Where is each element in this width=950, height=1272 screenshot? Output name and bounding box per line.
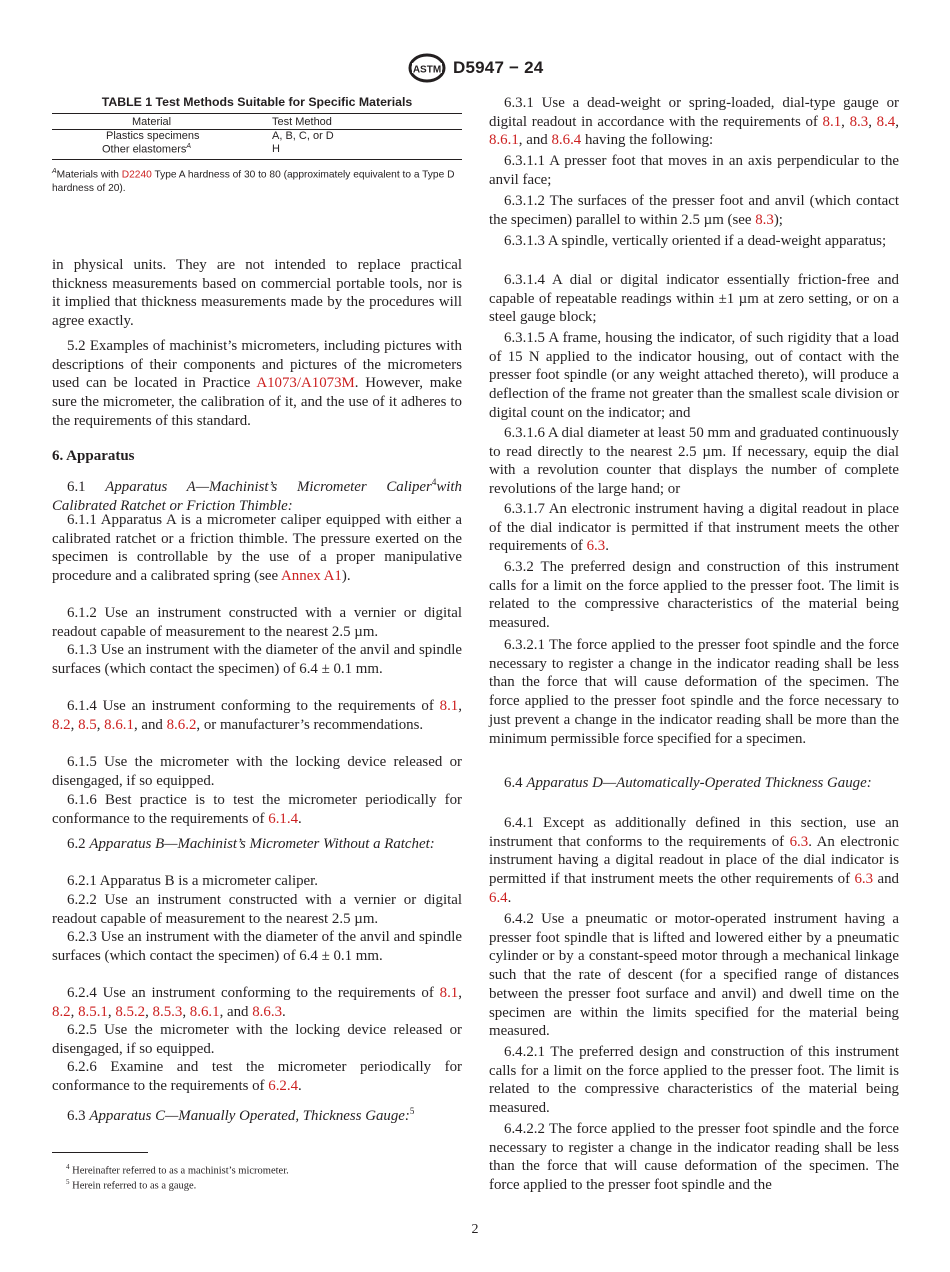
- page-header: [0, 52, 950, 86]
- paragraph-6-1-4: 6.1.4 Use an instrument conforming to the requirements of 8.1, 8.2, 8.5, 8.6.1, and 8.6.2, or manufacturer’s recommendations.: [52, 698, 462, 733]
- section-link[interactable]: 6.1.4: [268, 810, 299, 827]
- paragraph-6-4-2: 6.4.2 Use a pneumatic or motor-operated instrument having a presser foot spindle that is lifted and lowered either by a pneumatic cylinder or by a constant-speed motor through a mechanical linkage such that the rate of descent (for a specified range of distances between the presser foot surface and anvil) and dwell time on the specimen are within the limits specified for the material being measured.: [489, 911, 899, 1040]
- paragraph-6-3-1-6: 6.3.1.6 A dial diameter at least 50 mm and graduated continuously to read directly to the nearest 2.5 µm. If necessary, equip the dial with a revolution counter that displays the number of complete revolutions of the large hand; or: [489, 425, 899, 498]
- table-bottom-rule: [52, 159, 462, 160]
- table-cell-method: H: [272, 143, 280, 155]
- footnote-5: $^5$ Herein referred to as a gauge.: [66, 1178, 197, 1192]
- section-link[interactable]: 8.1: [439, 985, 459, 1001]
- paragraph-6-4: 6.4 Apparatus D—Automatically-Operated Thickness Gauge:: [504, 775, 872, 791]
- table-footnote: $^A$Materials with D2240 Type A hardness of 30 to 80 (approximately equivalent to a Type D hardness of 20).: [52, 168, 455, 194]
- section-link[interactable]: 6.4: [489, 889, 508, 906]
- section-link[interactable]: 8.2: [52, 716, 71, 733]
- section-link[interactable]: 8.3: [755, 211, 774, 228]
- table-cell-material: Plastics specimens: [106, 130, 200, 142]
- paragraph-6-3-1-1: 6.3.1.1 A presser foot that moves in an axis perpendicular to the anvil face;: [489, 153, 899, 188]
- section-link[interactable]: 8.4: [876, 113, 896, 130]
- paragraph-6-3-2-1: 6.3.2.1 The force applied to the presser foot spindle and the force necessary to register a change in the indicator reading shall be less than the force that will cause deformation of the specimen. The force applied to the presser foot spindle and the force necessary to just prevent a change in the indicator reading shall be more than the minimum permissible force specified for a specimen.: [489, 637, 899, 747]
- section-link[interactable]: 6.3: [789, 833, 809, 850]
- footnote-rule: [52, 1152, 148, 1153]
- section-link[interactable]: 8.1: [822, 113, 842, 130]
- paragraph-6-3-1-7: 6.3.1.7 An electronic instrument having a digital readout in place of the dial indicator is permitted if that instrument meets the other requirements of 6.3.: [489, 501, 899, 555]
- paragraph-6-2-6: 6.2.6 Examine and test the micrometer periodically for conformance to the requirements of 6.2.4.: [52, 1059, 462, 1094]
- footnote-4: $^4$ Hereinafter referred to as a machinist’s micrometer.: [66, 1163, 289, 1177]
- section-link[interactable]: 6.3: [586, 538, 606, 555]
- paragraph-6-3-1-4: 6.3.1.4 A dial or digital indicator essentially friction-free and capable of repeatable readings within ±1 µm at zero setting, or on a steel gauge block;: [489, 272, 899, 326]
- annex-link[interactable]: Annex A1: [281, 568, 342, 585]
- table-header-material: Material: [132, 116, 172, 128]
- section-link[interactable]: 8.2: [52, 1003, 71, 1020]
- paragraph-6-3-1-2: 6.3.1.2 The surfaces of the presser foot and anvil (which contact the specimen) parallel to within 2.5 µm (see 8.3);: [489, 193, 899, 228]
- paragraph-6-3-1-5: 6.3.1.5 A frame, housing the indicator, of such rigidity that a load of 15 N applied to the indicator housing, out of contact with the presser foot spindle (or any weight attached thereto), will produce a deflection of the frame not greater than the smallest scale division or digital count on the indicator; and: [489, 330, 899, 421]
- table-header-method: Test Method: [272, 116, 332, 128]
- section-link[interactable]: 8.1: [439, 698, 459, 714]
- table-title: TABLE 1 Test Methods Suitable for Specific Materials: [101, 95, 413, 109]
- paragraph-5-2: 5.2 Examples of machinist’s micrometers, including pictures with descriptions of their components and pictures of the micrometers used can be located in Practice A1073/A1073M. However, make sure the micrometer, the calibration of it, and the use of it adheres to the requirements of this standard.: [52, 338, 462, 429]
- paragraph-6-1-6: 6.1.6 Best practice is to test the micrometer periodically for conformance to the requirements of 6.1.4.: [52, 792, 462, 827]
- page-number: 2: [471, 1222, 479, 1237]
- table-cell-material: Other elastomers$^A$: [102, 143, 192, 156]
- section-link[interactable]: 8.6.1: [189, 1003, 220, 1020]
- paragraph-6-4-2-2: 6.4.2.2 The force applied to the presser foot spindle and the force necessary to register a change in the indicator reading shall be less than the force that will cause deformation of the specimen. The force applied to the presser foot spindle and the: [489, 1121, 899, 1194]
- section-link[interactable]: 8.5.3: [152, 1003, 183, 1020]
- logo-label: ASTM: [412, 64, 442, 76]
- paragraph-6-4-2-1: 6.4.2.1 The preferred design and construction of this instrument calls for a limit on the force applied to the presser foot. The limit is related to the compressive characteristics of the material being measured.: [489, 1044, 899, 1117]
- section-link[interactable]: 8.5.2: [115, 1003, 146, 1020]
- practice-link[interactable]: A1073/A1073M: [256, 375, 355, 392]
- paragraph-6-2-3: 6.2.3 Use an instrument with the diameter of the anvil and spindle surfaces (which contact the specimen) of 6.4 ± 0.1 mm.: [52, 929, 462, 964]
- paragraph: in physical units. They are not intended to replace practical thickness measurements based on commercial portable tools, nor is it implied that thickness measurements made by the procedures will agree exactly.: [52, 257, 462, 330]
- paragraph-6-3-1-3: 6.3.1.3 A spindle, vertically oriented if a dead-weight apparatus;: [504, 233, 887, 249]
- section-link[interactable]: 8.6.1: [104, 716, 134, 733]
- section-link[interactable]: 8.6.2: [166, 716, 197, 733]
- paragraph-6-1-1: 6.1.1 Apparatus A is a micrometer caliper equipped with either a calibrated ratchet or a friction thimble. The pressure exerted on the specimen is controllable by the use of a proper manipulative procedure and a calibrated spring (see Annex A1).: [52, 512, 462, 585]
- standard-link[interactable]: D2240: [121, 169, 152, 181]
- paragraph-6-3-2: 6.3.2 The preferred design and construction of this instrument calls for a limit on the force applied to the presser foot. The limit is related to the compressive characteristics of the material being measured.: [489, 559, 899, 632]
- document-designation: D5947 − 24: [453, 58, 544, 77]
- paragraph-6-4-1: 6.4.1 Except as additionally defined in this section, use an instrument that conforms to the requirements of 6.3. An electronic instrument having a digital readout in place of the dial indicator is permitted if that instrument meets the other requirements of 6.3 and 6.4.: [489, 815, 899, 906]
- section-link[interactable]: 8.5.1: [78, 1003, 108, 1020]
- table-1: [52, 95, 462, 194]
- table-top-rule: [52, 113, 462, 114]
- section-heading: 6. Apparatus: [52, 448, 135, 464]
- table-cell-method: A, B, C, or D: [272, 130, 334, 142]
- paragraph-6-3: 6.3 Apparatus C—Manually Operated, Thickness Gauge:$^5$: [67, 1106, 415, 1124]
- section-link[interactable]: 8.5: [78, 716, 97, 733]
- paragraph-6-3-1: 6.3.1 Use a dead-weight or spring-loaded, dial-type gauge or digital readout in accordance with the requirements of 8.1, 8.3, 8.4, 8.6.1, and 8.6.4 having the following:: [489, 95, 899, 149]
- section-link[interactable]: 8.6.4: [551, 132, 582, 149]
- paragraph-6-2-1: 6.2.1 Apparatus B is a micrometer caliper.: [67, 873, 319, 889]
- paragraph-6-1-3: 6.1.3 Use an instrument with the diameter of the anvil and spindle surfaces (which contact the specimen) of 6.4 ± 0.1 mm.: [52, 642, 462, 677]
- astm-logo-icon: [407, 52, 447, 84]
- paragraph-6-1: 6.1 Apparatus A—Machinist’s Micrometer Caliper$^4$with Calibrated Ratchet or Friction Thimble:: [52, 477, 462, 514]
- section-link[interactable]: 6.3: [854, 871, 874, 888]
- paragraph-6-2-5: 6.2.5 Use the micrometer with the locking device released or disengaged, if so equipped.: [52, 1022, 462, 1057]
- section-link[interactable]: 6.2.4: [268, 1077, 299, 1094]
- section-link[interactable]: 8.3: [849, 113, 869, 130]
- paragraph-6-1-2: 6.1.2 Use an instrument constructed with a vernier or digital readout capable of measurement to the nearest 2.5 µm.: [52, 605, 462, 640]
- paragraph-6-2-2: 6.2.2 Use an instrument constructed with a vernier or digital readout capable of measurement to the nearest 2.5 µm.: [52, 892, 462, 927]
- paragraph-6-1-5: 6.1.5 Use the micrometer with the locking device released or disengaged, if so equipped.: [52, 754, 462, 789]
- paragraph-6-2: 6.2 Apparatus B—Machinist’s Micrometer Without a Ratchet:: [67, 836, 435, 852]
- paragraph-6-2-4: 6.2.4 Use an instrument conforming to the requirements of 8.1, 8.2, 8.5.1, 8.5.2, 8.5.3, 8.6.1, and 8.6.3.: [52, 985, 462, 1020]
- section-link[interactable]: 8.6.3: [252, 1003, 283, 1020]
- section-link[interactable]: 8.6.1: [489, 132, 519, 149]
